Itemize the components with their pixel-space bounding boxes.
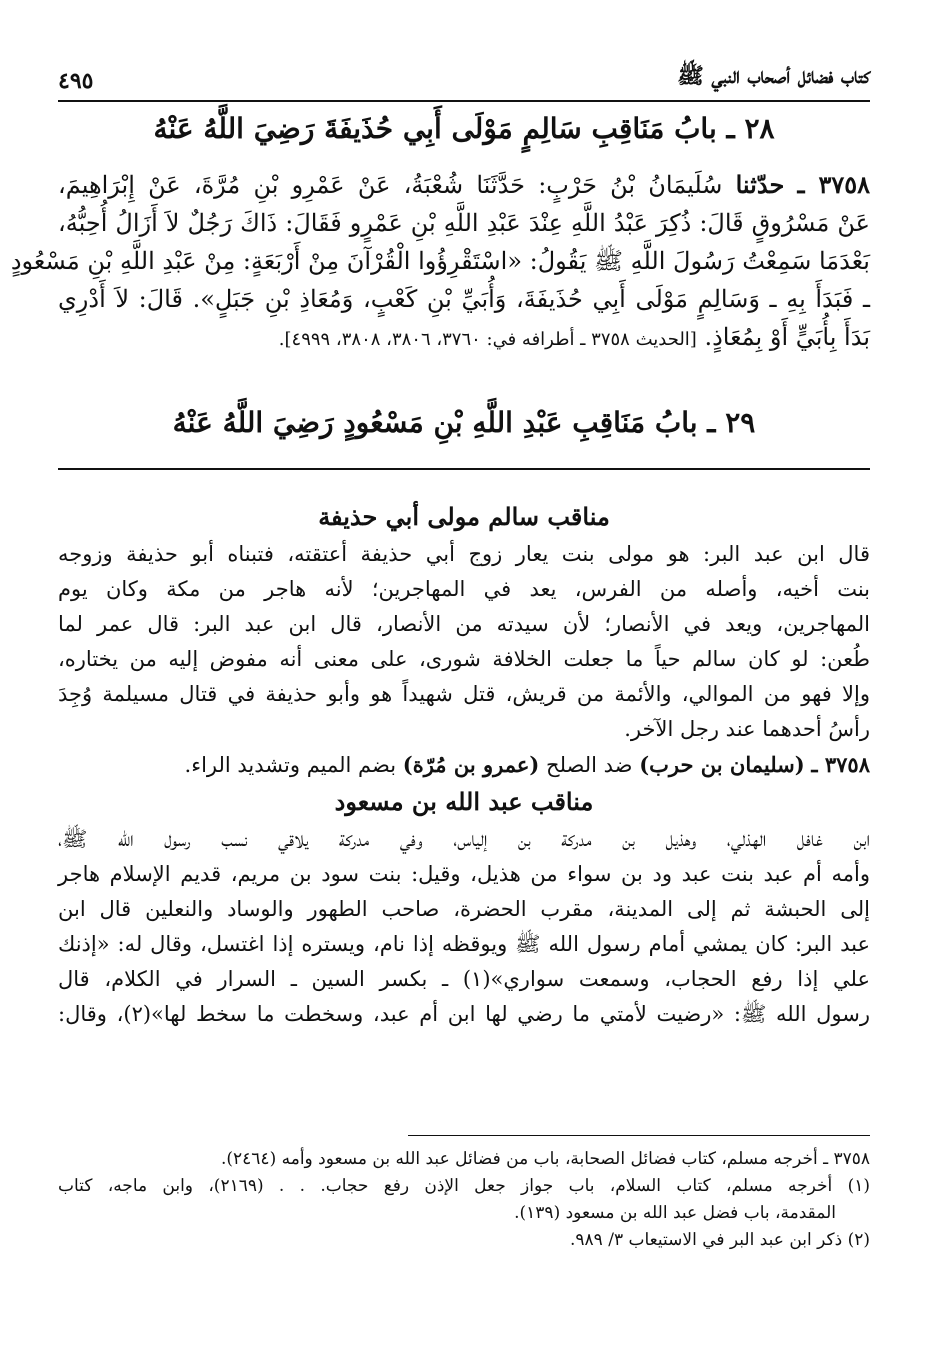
ibn-masud-heading: مناقب عبد الله بن مسعود	[334, 787, 594, 816]
salim-line: قال ابن عبد البر: هو مولى بنت يعار زوج أبي حذيفة أعتقته، فتبناه أبو حذيفة وزوجه	[58, 542, 870, 566]
hadith-line-1	[58, 166, 870, 204]
chapter-heading-28: ٢٨ ـ بابُ مَنَاقِبِ سَالِمٍ مَوْلَى أَبِي حُذَيفَةَ رَضِيَ اللَّهُ عَنْهُ	[153, 112, 775, 145]
salim-line: رأسُ أحدهما عند رجل الآخر.	[624, 717, 870, 741]
note-text: ضد الصلح	[546, 753, 633, 777]
narration-lead: حدّثنا	[735, 170, 785, 199]
footnote-3758: ٣٧٥٨ ـ أخرجه مسلم، كتاب فضائل الصحابة، باب من فضائل عبد الله بن مسعود وأمه (٢٤٦٤).	[220, 1149, 870, 1169]
commentary-section	[58, 497, 870, 1032]
ibn-masud-line: عبد البر: كان يمشي أمام رسول الله ﷺ ويوقظه إذا نام، ويستره إذا اغتسل، وقال له: «إذنك	[58, 932, 870, 956]
hadith-line-3: بَعْدَمَا سَمِعْتُ رَسُولَ اللَّهِ ﷺ يَقُولُ: «اسْتَقْرِؤُوا الْقُرْآنَ مِنْ أَرْبَعَةٍ: مِنْ عَبْدِ اللَّهِ بْنِ مَسْعُودٍ	[10, 247, 870, 275]
hadith-note	[58, 747, 870, 782]
salim-line: وإلا فهو من الموالي، والأئمة من قريش، قتل شهيداً هو وأبو حذيفة في قتال مسيلمة وُجِدَ	[58, 682, 870, 706]
footnote-1-continued: المقدمة، باب فضل عبد الله بن مسعود (١٣٩).	[514, 1203, 836, 1223]
salim-line: طُعن: لو كان سالم حياً ما جعلت الخلافة شورى، على معنى أنه مفوض إليه من يختاره،	[58, 647, 870, 671]
ibn-masud-line: ابن غافل الهذلي، وهذيل بن مدركة بن إلياس، وفي مدركة يلاقي نسب رسول الله ﷺ،	[58, 827, 870, 851]
salim-heading: مناقب سالم مولى أبي حذيفة	[318, 502, 610, 531]
running-header	[58, 60, 870, 102]
ibn-masud-line: إلى الحبشة ثم إلى المدينة، مقرب الحضرة، صاحب الطهور والوساد والنعلين قال ابن	[58, 897, 870, 921]
hadith-cross-reference: [الحديث ٣٧٥٨ ـ أطرافه في: ٣٧٦٠، ٣٨٠٦، ٣٨٠٨، ٤٩٩٩].	[278, 329, 697, 350]
footnote-1: (١) أخرجه مسلم، كتاب السلام، باب جواز جعل الإذن رفع حجاب. . . (٢١٦٩)، وابن ماجه، كتاب	[58, 1176, 870, 1196]
running-title: كتاب فضائل أصحاب النبي ﷺ	[677, 63, 870, 89]
commentary-divider	[58, 468, 870, 470]
note-term: (سليمان بن حرب)	[639, 752, 805, 777]
footnote-divider	[408, 1135, 870, 1136]
book-page	[10, 0, 871, 1365]
hadith-3758	[10, 166, 870, 356]
ibn-masud-line: علي إذا رفع الحجاب، وسمعت سواري»(١) ـ بكسر السين ـ السرار في الكلام، قال	[58, 967, 870, 991]
page-number: ٤٩٥	[58, 68, 94, 94]
salim-line: المهاجرين، ويعد في الأنصار؛ لأن سيدته من الأنصار، قال ابن عبد البر: قال عمر لما	[58, 612, 870, 636]
hadith-line-2: عَنْ مَسْرُوقٍ قَالَ: ذُكِرَ عَبْدُ اللَّهِ عِنْدَ عَبْدِ اللَّهِ بْنِ عَمْرٍو فَقَالَ: ذَاكَ رَجُلٌ لاَ أَزَالُ أُحِبُّهُ،	[58, 209, 870, 237]
hadith-number: ٣٧٥٨ ـ	[797, 170, 870, 199]
hadith-line-4: ـ فَبَدَأَ بِهِ ـ وَسَالِمٍ مَوْلَى أَبِي حُذَيفَةَ، وَأُبَيِّ بْنِ كَعْبٍ، وَمُعَاذِ بْنِ جَبَلٍ». قَالَ: لاَ أَدْرِي	[58, 285, 870, 313]
note-number: ٣٧٥٨ ـ	[811, 752, 870, 777]
chapter-heading-29: ٢٩ ـ بابُ مَنَاقِبِ عَبْدِ اللَّهِ بْنِ مَسْعُودٍ رَضِيَ اللَّهُ عَنْهُ	[172, 406, 756, 439]
hadith-line-5	[58, 318, 870, 356]
note-text: بضم الميم وتشديد الراء.	[184, 753, 397, 777]
ibn-masud-line: وأمه أم عبد بنت عبد ود بن سواء من هذيل، وقيل: بنت سود بن مريم، قديم الإسلام هاجر	[58, 862, 870, 886]
hadith-text: بَدَأَ بِأُبَيٍّ أَوْ بِمُعَاذٍ.	[704, 323, 870, 351]
hadith-text: سُلَيمَانُ بْنُ حَرْبٍ: حَدَّثَنَا شُعْبَةُ، عَنْ عَمْرِو بْنِ مُرَّةَ، عَنْ إِبْرَاهِيمَ،	[58, 171, 723, 199]
note-term: (عمرو بن مُرّة)	[402, 752, 540, 777]
salim-line: بنت أخيه، وأصله من الفرس، يعد في المهاجرين؛ لأنه هاجر من مكة وكان يوم	[58, 577, 870, 601]
footnote-2: (٢) ذكر ابن عبد البر في الاستيعاب ٣/ ٩٨٩.	[570, 1230, 870, 1250]
footnotes	[58, 1146, 870, 1254]
ibn-masud-line: رسول الله ﷺ: «رضيت لأمتي ما رضي لها ابن أم عبد، وسخطت ما سخط لها»(٢)، وقال:	[58, 1002, 871, 1026]
